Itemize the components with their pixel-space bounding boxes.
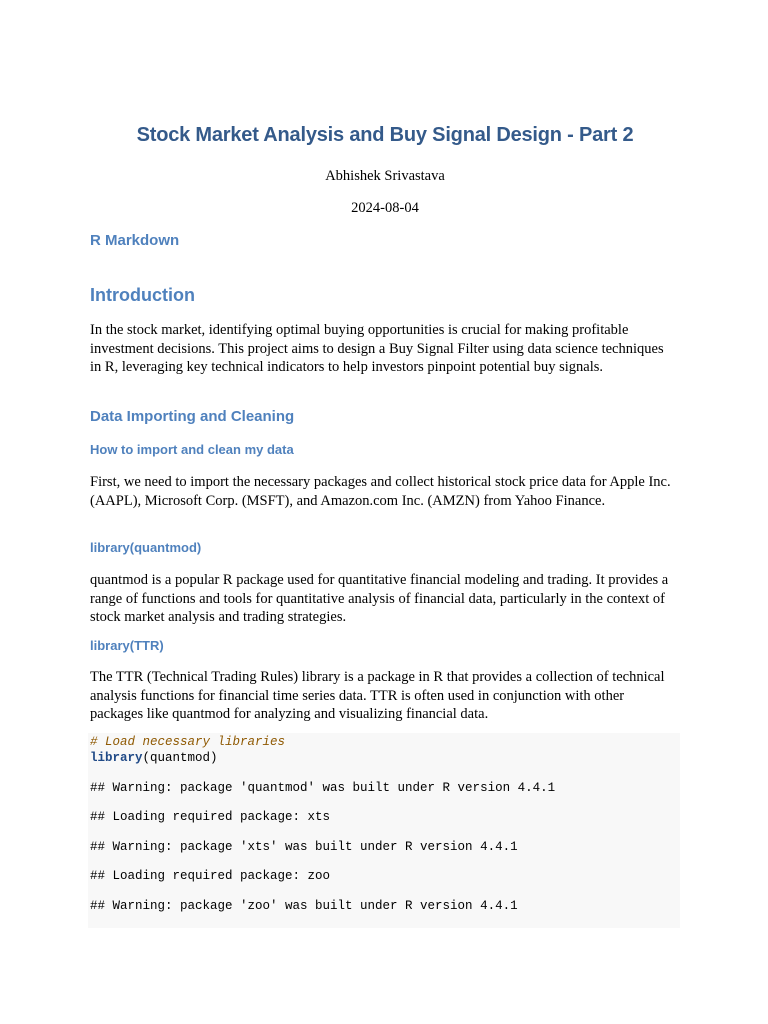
code-function-args: (quantmod) (142, 751, 218, 765)
heading-introduction: Introduction (90, 285, 195, 305)
heading-how-to-import: How to import and clean my data (90, 442, 294, 457)
heading-library-ttr: library(TTR) (90, 638, 164, 653)
code-block (88, 733, 680, 928)
paragraph-ttr: The TTR (Technical Trading Rules) library is a package in R that provides a collection of technical analysis functions for financial time series data. TTR is often used in conjunction with other packages like quantmod for analyzing and visualizing financial data. (90, 669, 665, 722)
heading-data-importing: Data Importing and Cleaning (90, 408, 295, 425)
document-title: Stock Market Analysis and Buy Signal Design - Part 2 (136, 124, 634, 146)
paragraph-import: First, we need to import the necessary packages and collect historical stock price data for Apple Inc. (AAPL), Microsoft Corp. (MSFT), and Amazon.com Inc. (AMZN) from Yahoo Finance. (90, 474, 671, 509)
code-output-line: ## Loading required package: zoo (90, 869, 331, 883)
paragraph-introduction: In the stock market, identifying optimal buying opportunities is crucial for making profitable investment decisions. This project aims to design a Buy Signal Filter using data science techniques in R, leveraging key technical indicators to help investors pinpoint potential buy signals. (90, 322, 664, 375)
heading-r-markdown: R Markdown (90, 232, 180, 249)
code-function-name: library (90, 751, 143, 765)
code-output-line: ## Warning: package 'xts' was built under R version 4.4.1 (90, 840, 518, 854)
document-author: Abhishek Srivastava (325, 168, 445, 184)
code-library-line (90, 751, 218, 765)
paragraph-quantmod: quantmod is a popular R package used for quantitative financial modeling and trading. It provides a range of functions and tools for quantitative analysis of financial data, particularly in the context of stock market analysis and trading strategies. (90, 572, 669, 625)
code-output-line: ## Loading required package: xts (90, 810, 331, 824)
code-output-line: ## Warning: package 'zoo' was built under R version 4.4.1 (90, 899, 518, 913)
code-comment-line (90, 735, 285, 749)
heading-library-quantmod: library(quantmod) (90, 540, 202, 555)
code-output-line: ## Warning: package 'quantmod' was built under R version 4.4.1 (90, 781, 556, 795)
code-comment: # Load necessary libraries (90, 735, 286, 749)
document-date: 2024-08-04 (351, 200, 419, 216)
